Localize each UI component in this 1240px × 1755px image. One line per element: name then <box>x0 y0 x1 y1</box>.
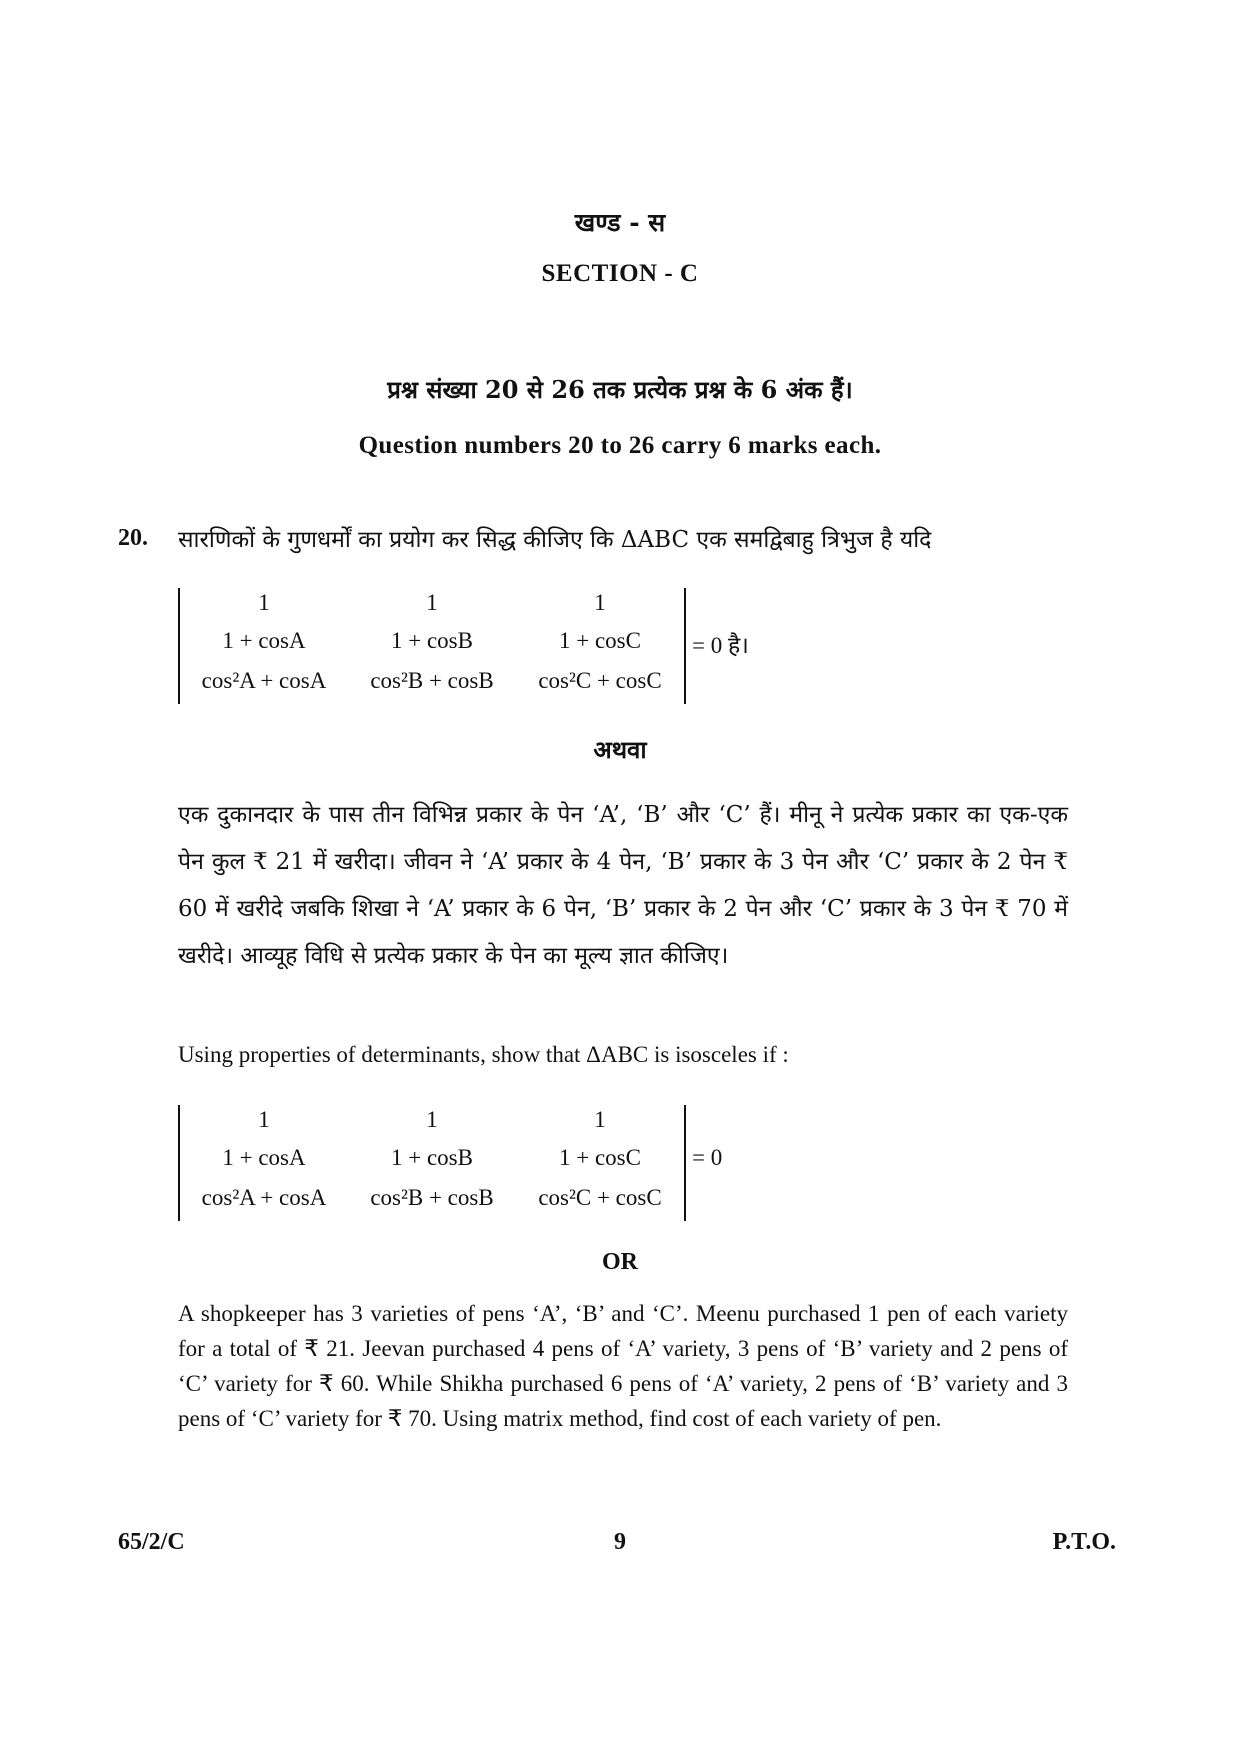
section-title-hindi: खण्ड - स <box>574 208 666 237</box>
equals-zero-hindi: = 0 है। <box>692 633 749 658</box>
question-number: 20. <box>118 525 148 551</box>
determinant-hindi <box>178 588 686 704</box>
det-cell: 1 <box>258 1107 270 1132</box>
page-number: 9 <box>614 1529 626 1555</box>
question-statement-hindi: सारणिकों के गुणधर्मों का प्रयोग कर सिद्ध कीजिए कि ΔABC एक समद्विबाहु त्रिभुज है यदि <box>178 527 932 553</box>
det-cell: 1 + cosC <box>559 628 641 653</box>
det-cell: cos²C + cosC <box>538 1185 662 1210</box>
instruction-hindi: प्रश्न संख्या 20 से 26 तक प्रत्येक प्रश्न के 6 अंक हैं। <box>387 375 853 404</box>
section-title-english: SECTION - C <box>541 260 699 287</box>
det-cell: cos²B + cosB <box>370 668 494 693</box>
det-cell: 1 <box>594 590 606 615</box>
det-cell: 1 <box>426 1107 438 1132</box>
or-divider-english: OR <box>602 1249 638 1275</box>
det-cell: cos²B + cosB <box>370 1185 494 1210</box>
det-cell: 1 + cosA <box>222 1145 306 1170</box>
determinant-english <box>178 1105 686 1221</box>
det-cell: cos²A + cosA <box>201 1185 327 1210</box>
det-cell: 1 + cosA <box>222 628 306 653</box>
alternate-question-english: A shopkeeper has 3 varieties of pens ‘A’, ‘B’ and ‘C’. Meenu purchased 1 pen of each variety for a total of ₹ 21. Jeevan purchased 4 pens of ‘A’ variety, 3 pens of ‘B’ variety and 2 pens of ‘C’ variety for ₹ 60. While Shikha purchased 6 pens of ‘A’ variety, 2 pens of ‘B’ variety and 3 pens of ‘C’ variety for ₹ 70. Using matrix method, find cost of each variety of pen. <box>178 1301 1068 1431</box>
or-divider-hindi: अथवा <box>593 735 647 764</box>
question-statement-english: Using properties of determinants, show that ΔABC is isosceles if : <box>178 1042 789 1067</box>
det-cell: 1 <box>258 590 270 615</box>
please-turn-over: P.T.O. <box>1052 1529 1116 1555</box>
det-cell: 1 + cosB <box>391 628 473 653</box>
det-cell: 1 + cosB <box>391 1145 473 1170</box>
det-cell: 1 <box>594 1107 606 1132</box>
det-cell: cos²C + cosC <box>538 668 662 693</box>
instruction-english: Question numbers 20 to 26 carry 6 marks each. <box>358 432 882 459</box>
det-cell: 1 + cosC <box>559 1145 641 1170</box>
det-cell: 1 <box>426 590 438 615</box>
det-cell: cos²A + cosA <box>201 668 327 693</box>
equals-zero-english: = 0 <box>692 1145 723 1170</box>
alternate-question-hindi: एक दुकानदार के पास तीन विभिन्न प्रकार के पेन ‘A’, ‘B’ और ‘C’ हैं। मीनू ने प्रत्येक प्रकार का एक-एक पेन कुल ₹ 21 में खरीदा। जीवन ने ‘A’ प्रकार के 4 पेन, ‘B’ प्रकार के 3 पेन और ‘C’ प्रकार के 2 पेन ₹ 60 में खरीदे जबकि शिखा ने ‘A’ प्रकार के 6 पेन, ‘B’ प्रकार के 2 पेन और ‘C’ प्रकार के 3 पेन ₹ 70 में खरीदे। आव्यूह विधि से प्रत्येक प्रकार के पेन का मूल्य ज्ञात कीजिए। <box>178 802 1068 969</box>
paper-code: 65/2/C <box>118 1529 185 1555</box>
